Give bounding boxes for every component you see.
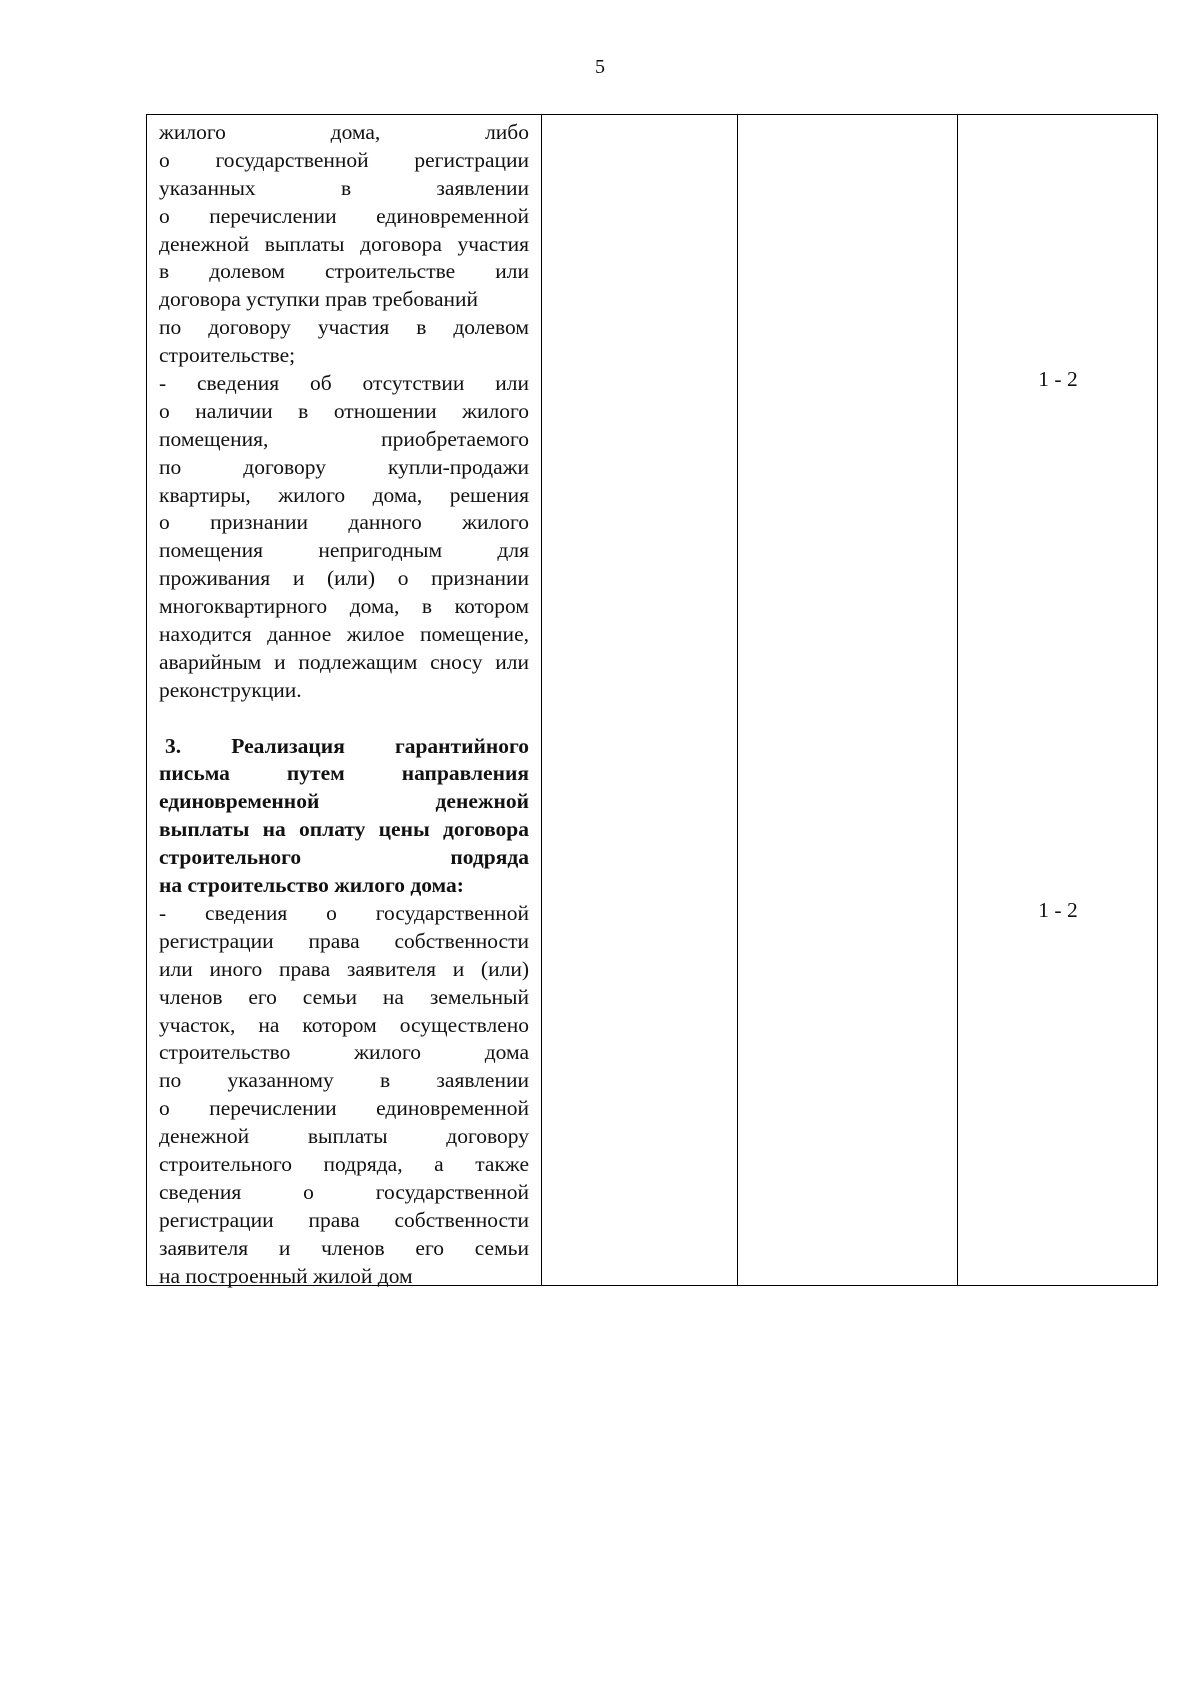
heading-line: единовременной денежной — [159, 789, 529, 814]
section-3-heading — [159, 733, 529, 900]
heading-line: 3. Реализация гарантийного — [165, 733, 529, 758]
text-line: регистрации права собственности — [159, 1207, 529, 1232]
heading-line: выплаты на оплату цены договора — [159, 817, 529, 842]
heading-line: на строительство жилого дома: — [159, 873, 464, 898]
column-divider — [737, 115, 738, 1285]
text-line: помещения, приобретаемого — [159, 426, 529, 451]
text-line: строительного подряда, а также — [159, 1151, 529, 1176]
text-line: помещения непригодным для — [159, 538, 529, 563]
requirements-block-1 — [159, 119, 529, 705]
text-line: сведения о государственной — [159, 1179, 529, 1204]
text-line: - сведения о государственной — [159, 900, 529, 925]
text-line: или иного права заявителя и (или) — [159, 956, 529, 981]
text-line: договора уступки прав требований — [159, 287, 479, 312]
text-line: о государственной регистрации — [159, 147, 529, 172]
requirements-block-2 — [159, 900, 529, 1290]
column-divider — [541, 115, 542, 1285]
text-line: о наличии в отношении жилого — [159, 398, 529, 423]
text-line: жилого дома, либо — [159, 120, 529, 144]
column-divider — [957, 115, 958, 1285]
text-line: по договору купли-продажи — [159, 454, 529, 479]
text-line: участок, на котором осуществлено — [159, 1012, 529, 1037]
requirements-cell — [159, 119, 529, 1290]
text-line: квартиры, жилого дома, решения — [159, 482, 529, 507]
text-line: по указанному в заявлении — [159, 1068, 529, 1093]
page-number: 5 — [595, 56, 605, 78]
heading-line: письма путем направления — [159, 761, 529, 786]
text-line: многоквартирного дома, в котором — [159, 594, 529, 619]
text-line: строительство жилого дома — [159, 1040, 529, 1065]
text-line: находится данное жилое помещение, — [159, 622, 529, 647]
text-line: аварийным и подлежащим сносу или — [159, 649, 529, 674]
blank-line — [159, 705, 529, 733]
text-line: о перечислении единовременной — [159, 203, 529, 228]
text-line: - сведения об отсутствии или — [159, 371, 529, 396]
value-cell-1: 1 - 2 — [1038, 367, 1078, 391]
text-line: на построенный жилой дом — [159, 1263, 413, 1288]
text-line: членов его семьи на земельный — [159, 984, 529, 1009]
text-line: денежной выплаты договору — [159, 1124, 529, 1149]
text-line: заявителя и членов его семьи — [159, 1235, 529, 1260]
text-line: в долевом строительстве или — [159, 259, 529, 284]
text-line: по договору участия в долевом — [159, 315, 529, 340]
text-line: о перечислении единовременной — [159, 1096, 529, 1121]
document-table — [146, 114, 1158, 1286]
text-line: денежной выплаты договора участия — [159, 231, 529, 256]
text-line: регистрации права собственности — [159, 928, 529, 953]
text-line: строительстве; — [159, 343, 296, 368]
text-line: проживания и (или) о признании — [159, 566, 529, 591]
text-line: о признании данного жилого — [159, 510, 529, 535]
text-line: указанных в заявлении — [159, 175, 529, 200]
value-cell-2: 1 - 2 — [1038, 898, 1078, 922]
heading-line: строительного подряда — [159, 845, 529, 870]
text-line: реконструкции. — [159, 677, 302, 702]
